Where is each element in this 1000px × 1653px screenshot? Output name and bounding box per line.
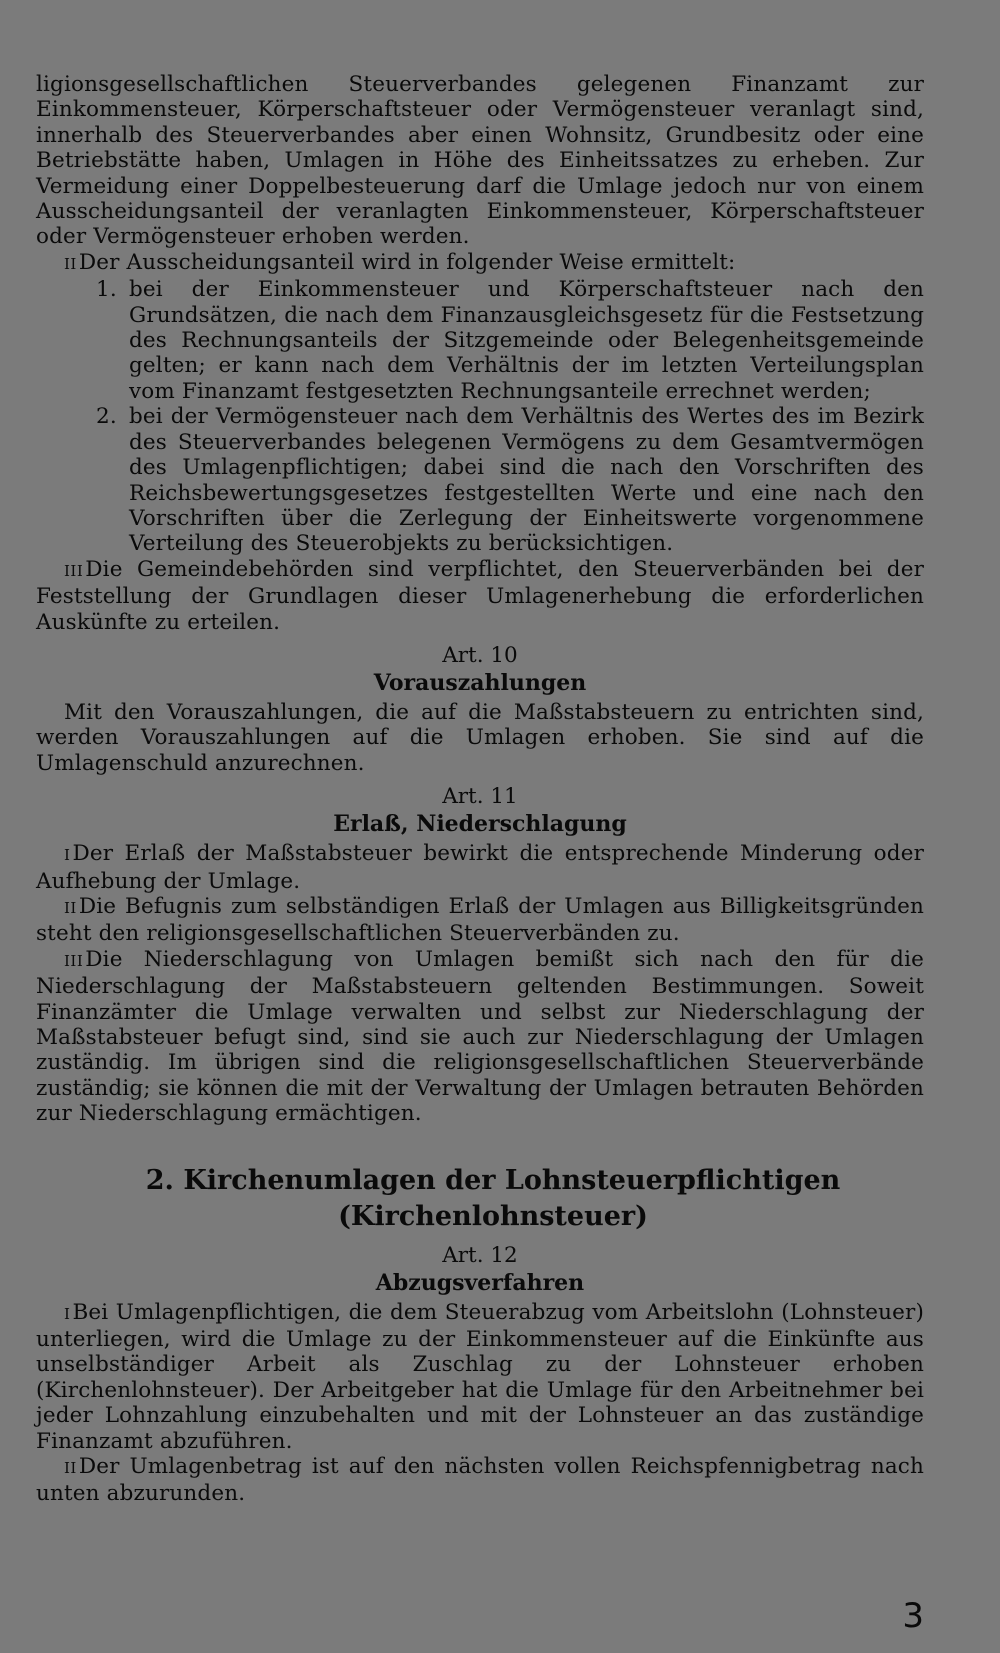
article-11-paragraph-ii bbox=[36, 894, 924, 947]
paragraph-text: Die Niederschlagung von Umlagen bemißt sich nach den für die Niederschlagung der Maßstabsteuern geltenden Bestimmungen. Soweit Finanzämter die Umlage verwalten und selbst zur Niederschlagung der Maßstabsteuer befugt sind, sind sie auch zur Niederschlagung der Umlagen zuständig. Im übrigen sind die religionsgesellschaftlichen Steuerverbände zuständig; sie können die mit der Verwaltung der Umlagen betrauten Behörden zur Niederschlagung ermächtigen. bbox=[36, 946, 924, 1127]
section-2-title bbox=[36, 1163, 924, 1235]
list-item-number: 1. bbox=[96, 277, 117, 303]
article-10-text: Mit den Vorauszahlungen, die auf die Maßstabsteuern zu entrichten sind, werden Vorauszahlungen auf die Umlagen erhoben. Sie sind auf die Umlagenschuld anzurechnen. bbox=[36, 699, 924, 776]
article-12-paragraph-ii bbox=[36, 1454, 924, 1507]
list-item-text: bei der Vermögensteuer nach dem Verhältnis des Wertes des im Bezirk des Steuerverbandes belegenen Vermögens zu dem Gesamtvermögen des Umlagenpflichtigen; dabei sind die nach den Vorschriften des Reichsbewertungsgesetzes festgestellten Werte und eine nach den Vorschriften über die Zerlegung der Einheitswerte vorgenommene Verteilung des Steuerobjekts zu berücksichtigen. bbox=[129, 404, 924, 557]
paragraph-mark: III bbox=[64, 951, 84, 970]
paragraph-mark: I bbox=[64, 1304, 71, 1323]
paragraph-mark: I bbox=[64, 846, 71, 865]
article-12-label: Art. 12 bbox=[442, 1242, 518, 1268]
paragraph-text: Der Erlaß der Maßstabsteuer bewirkt die entsprechende Minderung oder Aufhebung der Umlage. bbox=[36, 841, 924, 894]
paragraph-mark: II bbox=[64, 1459, 77, 1478]
paragraph-text: Die Befugnis zum selbständigen Erlaß der Umlagen aus Billigkeitsgründen steht den religionsgesellschaftlichen Steuerverbänden zu. bbox=[36, 893, 924, 947]
section-2-title-line-2: (Kirchenlohnsteuer) bbox=[338, 1200, 648, 1232]
article-10-label: Art. 10 bbox=[442, 642, 518, 668]
continued-paragraph: ligionsgesellschaftlichen Steuerverbandes gelegenen Finanzamt zur Einkommensteuer, Körperschaftsteuer oder Vermögensteuer veranlagt sind, innerhalb des Steuerverbandes aber einen Wohnsitz, Grundbesitz oder eine Betriebstätte haben, Umlagen in Höhe des Einheitssatzes zu erheben. Zur Vermeidung einer Doppelbesteuerung darf die Umlage jedoch nur von einem Ausscheidungsanteil der veranlagten Einkommensteuer, Körperschaftsteuer oder Vermögensteuer erhoben werden. bbox=[36, 72, 924, 250]
list-item bbox=[36, 404, 924, 556]
paragraph-text: Bei Umlagenpflichtigen, die dem Steuerabzug vom Arbeitslohn (Lohnsteuer) unterliegen, wird die Umlage zu der Einkommensteuer auf die Einkünfte aus unselbständiger Arbeit als Zuschlag zu der Lohnsteuer erhoben (Kirchenlohnsteuer). Der Arbeitgeber hat die Umlage für den Arbeitnehmer bei jeder Lohnzahlung einzubehalten und mit der Lohnsteuer an das zuständige Finanzamt abzuführen. bbox=[36, 1299, 924, 1454]
article-11-paragraph-iii bbox=[36, 947, 924, 1127]
determination-list bbox=[36, 277, 924, 556]
paragraph-text: Der Umlagenbetrag ist auf den nächsten vollen Reichspfennigbetrag nach unten abzurunden. bbox=[36, 1454, 924, 1507]
article-11-label: Art. 11 bbox=[442, 784, 518, 810]
list-item bbox=[36, 277, 924, 404]
list-item-number: 2. bbox=[96, 404, 117, 430]
paragraph-mark: II bbox=[64, 254, 77, 273]
page-content bbox=[36, 72, 924, 1507]
paragraph-iii bbox=[36, 557, 924, 635]
paragraph-text: Der Ausscheidungsanteil wird in folgender Weise ermittelt: bbox=[78, 249, 736, 275]
paragraph-text: Die Gemeindebehörden sind verpflichtet, den Steuerverbänden bei der Feststellung der Grundlagen dieser Umlagenerhebung die erforderlichen Auskünfte zu erteilen. bbox=[36, 556, 924, 635]
article-11-heading: Erlaß, Niederschlagung bbox=[333, 811, 627, 838]
article-12-heading: Abzugsverfahren bbox=[375, 1269, 585, 1296]
section-2-title-line-1: 2. Kirchenumlagen der Lohnsteuerpflichtigen bbox=[145, 1164, 841, 1196]
paragraph-ii bbox=[36, 250, 924, 277]
article-11-paragraph-i bbox=[36, 841, 924, 894]
list-item-text: bei der Einkommensteuer und Körperschaftsteuer nach den Grundsätzen, die nach dem Finanzausgleichsgesetz für die Festsetzung des Rechnungsanteils der Sitzgemeinde oder Belegenheitsgemeinde gelten; er kann nach dem Verhältnis der im letzten Verteilungsplan vom Finanzamt festgesetzten Rechnungsanteile errechnet werden; bbox=[129, 277, 924, 404]
paragraph-mark: III bbox=[64, 561, 84, 580]
page-number: 3 bbox=[902, 1596, 924, 1636]
article-12-paragraph-i bbox=[36, 1300, 924, 1454]
paragraph-mark: II bbox=[64, 898, 77, 917]
article-10-heading: Vorauszahlungen bbox=[373, 669, 587, 696]
